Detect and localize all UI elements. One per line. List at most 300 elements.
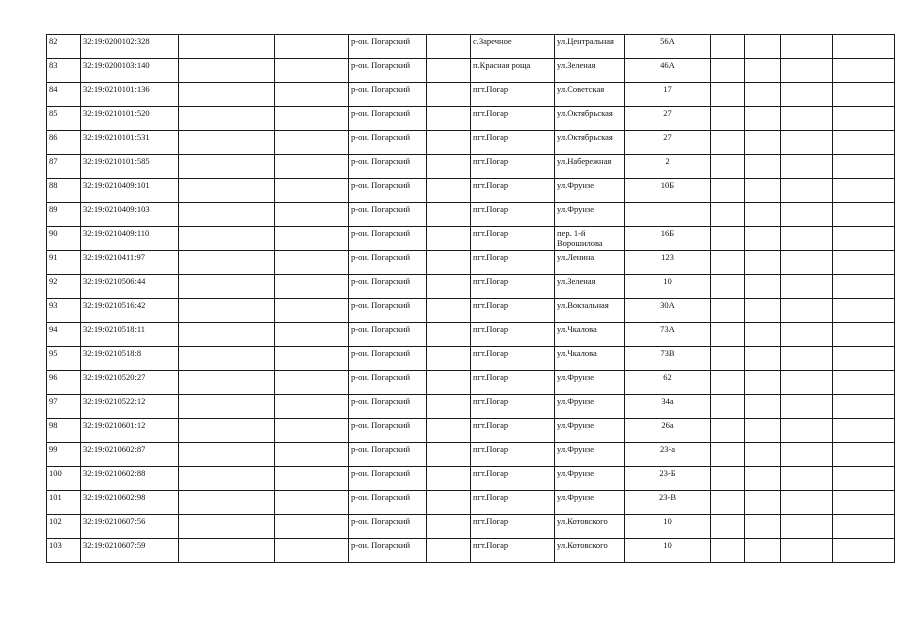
property-register-table	[46, 34, 895, 563]
empty-cell	[833, 515, 895, 539]
cadastral-number-cell: 32:19:0210411:97	[81, 251, 179, 275]
locality-cell: пгт.Погар	[471, 395, 555, 419]
house-number-cell: 56А	[625, 35, 711, 59]
empty-cell	[427, 107, 471, 131]
street-cell: ул.Зеленая	[555, 275, 625, 299]
cadastral-number-cell: 32:19:0210520:27	[81, 371, 179, 395]
empty-cell	[427, 83, 471, 107]
empty-cell	[711, 539, 745, 563]
empty-cell	[275, 227, 349, 251]
cadastral-number-cell: 32:19:0210518:11	[81, 323, 179, 347]
table-row	[47, 35, 895, 59]
cadastral-number-cell: 32:19:0210101:520	[81, 107, 179, 131]
empty-cell	[179, 539, 275, 563]
district-cell: р-он. Погарский	[349, 203, 427, 227]
empty-cell	[745, 515, 781, 539]
empty-cell	[833, 251, 895, 275]
street-cell: ул.Фрунзе	[555, 467, 625, 491]
empty-cell	[275, 251, 349, 275]
empty-cell	[711, 467, 745, 491]
street-cell: ул.Ленина	[555, 251, 625, 275]
empty-cell	[179, 299, 275, 323]
empty-cell	[833, 491, 895, 515]
street-cell: ул.Зеленая	[555, 59, 625, 83]
house-number-cell	[625, 203, 711, 227]
empty-cell	[275, 299, 349, 323]
empty-cell	[711, 347, 745, 371]
house-number-cell: 10	[625, 539, 711, 563]
empty-cell	[427, 251, 471, 275]
table-row	[47, 419, 895, 443]
empty-cell	[275, 35, 349, 59]
empty-cell	[745, 467, 781, 491]
cadastral-number-cell: 32:19:0210602:98	[81, 491, 179, 515]
empty-cell	[781, 35, 833, 59]
row-number-cell: 100	[47, 467, 81, 491]
empty-cell	[179, 515, 275, 539]
empty-cell	[179, 443, 275, 467]
cadastral-number-cell: 32:19:0210601:12	[81, 419, 179, 443]
district-cell: р-он. Погарский	[349, 35, 427, 59]
empty-cell	[711, 227, 745, 251]
cadastral-number-cell: 32:19:0210506:44	[81, 275, 179, 299]
empty-cell	[745, 323, 781, 347]
table-row	[47, 179, 895, 203]
cadastral-number-cell: 32:19:0210607:59	[81, 539, 179, 563]
empty-cell	[711, 419, 745, 443]
empty-cell	[833, 347, 895, 371]
empty-cell	[179, 107, 275, 131]
locality-cell: пгт.Погар	[471, 227, 555, 251]
cadastral-number-cell: 32:19:0210409:110	[81, 227, 179, 251]
empty-cell	[781, 179, 833, 203]
empty-cell	[833, 539, 895, 563]
table-row	[47, 371, 895, 395]
row-number-cell: 86	[47, 131, 81, 155]
locality-cell: пгт.Погар	[471, 131, 555, 155]
empty-cell	[427, 323, 471, 347]
district-cell: р-он. Погарский	[349, 299, 427, 323]
empty-cell	[711, 395, 745, 419]
empty-cell	[275, 155, 349, 179]
empty-cell	[745, 251, 781, 275]
district-cell: р-он. Погарский	[349, 395, 427, 419]
district-cell: р-он. Погарский	[349, 347, 427, 371]
empty-cell	[427, 419, 471, 443]
street-cell: пер. 1-й Ворошилова	[555, 227, 625, 251]
empty-cell	[427, 443, 471, 467]
empty-cell	[427, 491, 471, 515]
empty-cell	[833, 107, 895, 131]
empty-cell	[781, 539, 833, 563]
row-number-cell: 83	[47, 59, 81, 83]
cadastral-number-cell: 32:19:0210518:8	[81, 347, 179, 371]
empty-cell	[275, 107, 349, 131]
empty-cell	[781, 515, 833, 539]
empty-cell	[833, 203, 895, 227]
empty-cell	[745, 419, 781, 443]
street-cell: ул.Фрунзе	[555, 395, 625, 419]
table-row	[47, 83, 895, 107]
row-number-cell: 87	[47, 155, 81, 179]
table-row	[47, 107, 895, 131]
table-row	[47, 467, 895, 491]
street-cell: ул.Октябрьская	[555, 107, 625, 131]
empty-cell	[781, 467, 833, 491]
empty-cell	[781, 131, 833, 155]
district-cell: р-он. Погарский	[349, 419, 427, 443]
cadastral-number-cell: 32:19:0210101:585	[81, 155, 179, 179]
table-row	[47, 539, 895, 563]
house-number-cell: 23-Б	[625, 467, 711, 491]
empty-cell	[781, 419, 833, 443]
table-body	[47, 35, 895, 563]
empty-cell	[781, 299, 833, 323]
house-number-cell: 73В	[625, 347, 711, 371]
locality-cell: с.Заречное	[471, 35, 555, 59]
cadastral-number-cell: 32:19:0210516:42	[81, 299, 179, 323]
locality-cell: пгт.Погар	[471, 467, 555, 491]
empty-cell	[781, 371, 833, 395]
street-cell: ул.Центральная	[555, 35, 625, 59]
empty-cell	[711, 59, 745, 83]
empty-cell	[833, 371, 895, 395]
empty-cell	[427, 539, 471, 563]
empty-cell	[275, 131, 349, 155]
empty-cell	[711, 251, 745, 275]
district-cell: р-он. Погарский	[349, 107, 427, 131]
district-cell: р-он. Погарский	[349, 179, 427, 203]
empty-cell	[745, 539, 781, 563]
row-number-cell: 96	[47, 371, 81, 395]
street-cell: ул.Котовского	[555, 539, 625, 563]
district-cell: р-он. Погарский	[349, 59, 427, 83]
empty-cell	[179, 131, 275, 155]
empty-cell	[179, 347, 275, 371]
street-cell: ул.Фрунзе	[555, 419, 625, 443]
row-number-cell: 84	[47, 83, 81, 107]
empty-cell	[427, 299, 471, 323]
district-cell: р-он. Погарский	[349, 131, 427, 155]
house-number-cell: 26а	[625, 419, 711, 443]
empty-cell	[833, 59, 895, 83]
table-row	[47, 275, 895, 299]
street-cell: ул.Фрунзе	[555, 491, 625, 515]
locality-cell: пгт.Погар	[471, 371, 555, 395]
cadastral-number-cell: 32:19:0210409:103	[81, 203, 179, 227]
empty-cell	[427, 467, 471, 491]
empty-cell	[275, 179, 349, 203]
cadastral-number-cell: 32:19:0210522:12	[81, 395, 179, 419]
empty-cell	[179, 491, 275, 515]
empty-cell	[711, 203, 745, 227]
street-cell: ул.Советская	[555, 83, 625, 107]
empty-cell	[275, 419, 349, 443]
empty-cell	[781, 107, 833, 131]
street-cell: ул.Котовского	[555, 515, 625, 539]
row-number-cell: 90	[47, 227, 81, 251]
cadastral-number-cell: 32:19:0210602:87	[81, 443, 179, 467]
cadastral-number-cell: 32:19:0210607:56	[81, 515, 179, 539]
row-number-cell: 89	[47, 203, 81, 227]
row-number-cell: 88	[47, 179, 81, 203]
empty-cell	[275, 467, 349, 491]
house-number-cell: 46А	[625, 59, 711, 83]
empty-cell	[781, 59, 833, 83]
empty-cell	[427, 371, 471, 395]
house-number-cell: 10Б	[625, 179, 711, 203]
row-number-cell: 82	[47, 35, 81, 59]
empty-cell	[427, 515, 471, 539]
table-row	[47, 347, 895, 371]
empty-cell	[179, 155, 275, 179]
row-number-cell: 92	[47, 275, 81, 299]
locality-cell: пгт.Погар	[471, 491, 555, 515]
table-row	[47, 515, 895, 539]
empty-cell	[833, 323, 895, 347]
table-row	[47, 59, 895, 83]
empty-cell	[427, 347, 471, 371]
street-cell: ул.Октябрьская	[555, 131, 625, 155]
empty-cell	[179, 467, 275, 491]
locality-cell: пгт.Погар	[471, 83, 555, 107]
locality-cell: пгт.Погар	[471, 515, 555, 539]
empty-cell	[275, 83, 349, 107]
empty-cell	[275, 275, 349, 299]
house-number-cell: 73А	[625, 323, 711, 347]
empty-cell	[833, 155, 895, 179]
empty-cell	[745, 227, 781, 251]
empty-cell	[275, 347, 349, 371]
district-cell: р-он. Погарский	[349, 443, 427, 467]
empty-cell	[275, 539, 349, 563]
house-number-cell: 10	[625, 515, 711, 539]
row-number-cell: 97	[47, 395, 81, 419]
locality-cell: пгт.Погар	[471, 251, 555, 275]
empty-cell	[711, 179, 745, 203]
empty-cell	[275, 59, 349, 83]
street-cell: ул.Набережная	[555, 155, 625, 179]
row-number-cell: 98	[47, 419, 81, 443]
empty-cell	[781, 323, 833, 347]
street-cell: ул.Фрунзе	[555, 203, 625, 227]
empty-cell	[427, 395, 471, 419]
empty-cell	[179, 251, 275, 275]
empty-cell	[833, 275, 895, 299]
empty-cell	[745, 299, 781, 323]
empty-cell	[711, 83, 745, 107]
empty-cell	[275, 323, 349, 347]
house-number-cell: 123	[625, 251, 711, 275]
row-number-cell: 99	[47, 443, 81, 467]
street-cell: ул.Фрунзе	[555, 371, 625, 395]
house-number-cell: 27	[625, 131, 711, 155]
locality-cell: пгт.Погар	[471, 179, 555, 203]
empty-cell	[427, 275, 471, 299]
empty-cell	[711, 107, 745, 131]
cadastral-number-cell: 32:19:0210602:88	[81, 467, 179, 491]
table-row	[47, 251, 895, 275]
empty-cell	[179, 227, 275, 251]
district-cell: р-он. Погарский	[349, 83, 427, 107]
empty-cell	[781, 251, 833, 275]
empty-cell	[179, 59, 275, 83]
empty-cell	[179, 179, 275, 203]
empty-cell	[427, 131, 471, 155]
empty-cell	[179, 203, 275, 227]
cadastral-number-cell: 32:19:0210409:101	[81, 179, 179, 203]
district-cell: р-он. Погарский	[349, 491, 427, 515]
empty-cell	[745, 131, 781, 155]
district-cell: р-он. Погарский	[349, 155, 427, 179]
empty-cell	[179, 275, 275, 299]
locality-cell: пгт.Погар	[471, 323, 555, 347]
house-number-cell: 30А	[625, 299, 711, 323]
locality-cell: пгт.Погар	[471, 275, 555, 299]
empty-cell	[427, 203, 471, 227]
empty-cell	[833, 299, 895, 323]
empty-cell	[179, 323, 275, 347]
house-number-cell: 2	[625, 155, 711, 179]
empty-cell	[745, 179, 781, 203]
empty-cell	[427, 155, 471, 179]
street-cell: ул.Чкалова	[555, 323, 625, 347]
district-cell: р-он. Погарский	[349, 539, 427, 563]
locality-cell: пгт.Погар	[471, 299, 555, 323]
district-cell: р-он. Погарский	[349, 467, 427, 491]
empty-cell	[833, 419, 895, 443]
table-row	[47, 491, 895, 515]
empty-cell	[781, 275, 833, 299]
empty-cell	[711, 371, 745, 395]
empty-cell	[745, 371, 781, 395]
empty-cell	[179, 35, 275, 59]
empty-cell	[745, 395, 781, 419]
house-number-cell: 23-а	[625, 443, 711, 467]
empty-cell	[427, 35, 471, 59]
locality-cell: пгт.Погар	[471, 419, 555, 443]
empty-cell	[781, 155, 833, 179]
empty-cell	[781, 395, 833, 419]
empty-cell	[833, 35, 895, 59]
house-number-cell: 23-В	[625, 491, 711, 515]
row-number-cell: 91	[47, 251, 81, 275]
locality-cell: пгт.Погар	[471, 203, 555, 227]
empty-cell	[745, 275, 781, 299]
empty-cell	[833, 83, 895, 107]
empty-cell	[711, 275, 745, 299]
row-number-cell: 102	[47, 515, 81, 539]
house-number-cell: 10	[625, 275, 711, 299]
locality-cell: пгт.Погар	[471, 107, 555, 131]
row-number-cell: 85	[47, 107, 81, 131]
empty-cell	[711, 299, 745, 323]
empty-cell	[833, 179, 895, 203]
empty-cell	[745, 35, 781, 59]
empty-cell	[833, 227, 895, 251]
empty-cell	[745, 491, 781, 515]
street-cell: ул.Чкалова	[555, 347, 625, 371]
table-row	[47, 323, 895, 347]
table-row	[47, 227, 895, 251]
table-row	[47, 131, 895, 155]
empty-cell	[179, 83, 275, 107]
empty-cell	[781, 443, 833, 467]
empty-cell	[833, 443, 895, 467]
empty-cell	[745, 59, 781, 83]
cadastral-number-cell: 32:19:0200102:328	[81, 35, 179, 59]
empty-cell	[711, 491, 745, 515]
empty-cell	[833, 131, 895, 155]
street-cell: ул.Фрунзе	[555, 179, 625, 203]
empty-cell	[179, 419, 275, 443]
empty-cell	[745, 83, 781, 107]
empty-cell	[781, 83, 833, 107]
empty-cell	[711, 443, 745, 467]
empty-cell	[781, 203, 833, 227]
house-number-cell: 27	[625, 107, 711, 131]
table-row	[47, 155, 895, 179]
cadastral-number-cell: 32:19:0200103:140	[81, 59, 179, 83]
row-number-cell: 95	[47, 347, 81, 371]
district-cell: р-он. Погарский	[349, 323, 427, 347]
locality-cell: п.Красная роща	[471, 59, 555, 83]
empty-cell	[179, 371, 275, 395]
empty-cell	[427, 179, 471, 203]
empty-cell	[275, 371, 349, 395]
empty-cell	[275, 203, 349, 227]
cadastral-number-cell: 32:19:0210101:136	[81, 83, 179, 107]
table-row	[47, 299, 895, 323]
district-cell: р-он. Погарский	[349, 251, 427, 275]
locality-cell: пгт.Погар	[471, 155, 555, 179]
district-cell: р-он. Погарский	[349, 275, 427, 299]
locality-cell: пгт.Погар	[471, 539, 555, 563]
empty-cell	[427, 59, 471, 83]
house-number-cell: 62	[625, 371, 711, 395]
row-number-cell: 94	[47, 323, 81, 347]
house-number-cell: 16Б	[625, 227, 711, 251]
empty-cell	[833, 395, 895, 419]
row-number-cell: 101	[47, 491, 81, 515]
street-cell: ул.Фрунзе	[555, 443, 625, 467]
empty-cell	[711, 35, 745, 59]
empty-cell	[275, 491, 349, 515]
empty-cell	[275, 515, 349, 539]
cadastral-number-cell: 32:19:0210101:531	[81, 131, 179, 155]
empty-cell	[745, 347, 781, 371]
street-cell: ул.Вокзальная	[555, 299, 625, 323]
empty-cell	[745, 155, 781, 179]
house-number-cell: 34а	[625, 395, 711, 419]
district-cell: р-он. Погарский	[349, 227, 427, 251]
empty-cell	[711, 515, 745, 539]
empty-cell	[745, 443, 781, 467]
district-cell: р-он. Погарский	[349, 371, 427, 395]
empty-cell	[781, 491, 833, 515]
empty-cell	[745, 203, 781, 227]
empty-cell	[711, 131, 745, 155]
empty-cell	[781, 227, 833, 251]
empty-cell	[275, 443, 349, 467]
row-number-cell: 103	[47, 539, 81, 563]
empty-cell	[745, 107, 781, 131]
empty-cell	[711, 155, 745, 179]
table-row	[47, 203, 895, 227]
district-cell: р-он. Погарский	[349, 515, 427, 539]
locality-cell: пгт.Погар	[471, 443, 555, 467]
house-number-cell: 17	[625, 83, 711, 107]
